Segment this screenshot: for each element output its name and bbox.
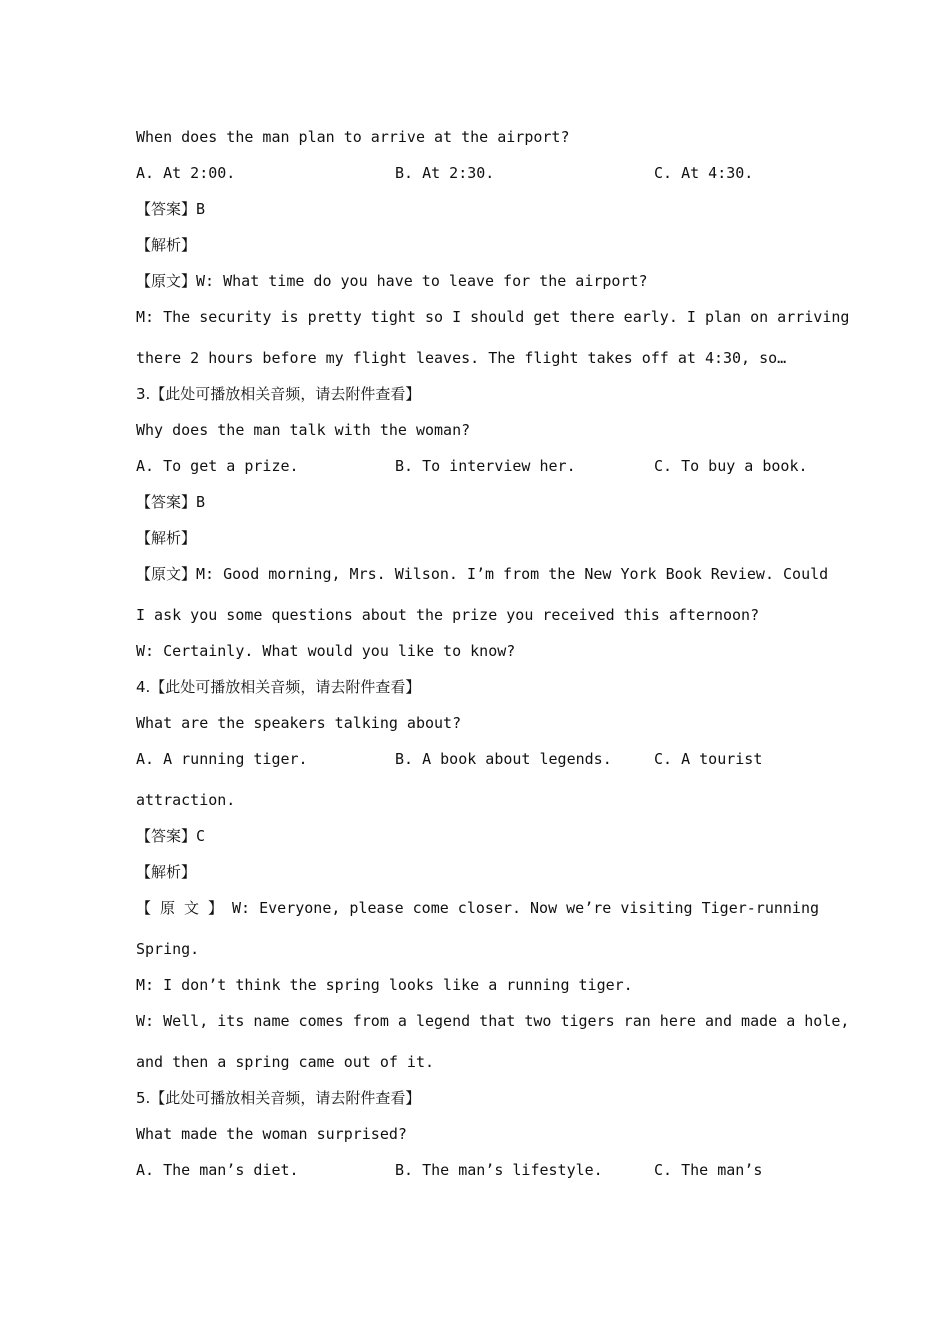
q5-question: What made the woman surprised? [136,1125,407,1143]
answer-value: B [196,493,206,511]
q4-option-a: A. A running tiger. [136,750,308,768]
q3-answer-line [136,493,205,511]
q2-transcript-line [136,272,648,290]
q3-option-a: A. To get a prize. [136,457,299,475]
transcript-text: W: Everyone, please come closer. Now we’re visiting Tiger-running [232,899,820,917]
q5-heading: 5.【此处可播放相关音频，请去附件查看】 [136,1089,421,1107]
q3-option-c: C. To buy a book. [654,457,808,475]
q3-analysis-label: 【解析】 [136,529,197,547]
q2-transcript-line: there 2 hours before my flight leaves. The flight takes off at 4:30, so… [136,349,787,367]
transcript-text: M: Good morning, Mrs. Wilson. I’m from the New York Book Review. Could [196,565,829,583]
q4-transcript-line: Spring. [136,940,200,958]
source-label: 【原文】 [136,565,197,583]
q4-heading: 4.【此处可播放相关音频，请去附件查看】 [136,678,421,696]
answer-label: 【答案】 [136,493,197,511]
q2-transcript-line: M: The security is pretty tight so I should get there early. I plan on arriving [136,308,850,326]
answer-label: 【答案】 [136,200,197,218]
q2-option-b: B. At 2:30. [395,164,495,182]
q3-transcript-line [136,565,828,583]
q4-question: What are the speakers talking about? [136,714,462,732]
q4-transcript-line [136,899,819,917]
q3-transcript-line: I ask you some questions about the prize you received this afternoon? [136,606,760,624]
q3-option-b: B. To interview her. [395,457,576,475]
q4-transcript-line: and then a spring came out of it. [136,1053,435,1071]
source-label: 【原文】 [136,899,233,917]
q5-option-c: C. The man’s [654,1161,763,1179]
q3-heading: 3.【此处可播放相关音频，请去附件查看】 [136,385,421,403]
q2-analysis-label: 【解析】 [136,236,197,254]
answer-label: 【答案】 [136,827,197,845]
q5-option-b: B. The man’s lifestyle. [395,1161,603,1179]
q5-option-a: A. The man’s diet. [136,1161,299,1179]
transcript-text: W: What time do you have to leave for the airport? [196,272,648,290]
source-label: 【原文】 [136,272,197,290]
q2-answer-line [136,200,205,218]
q4-transcript-line: W: Well, its name comes from a legend that two tigers ran here and made a hole, [136,1012,850,1030]
answer-value: B [196,200,206,218]
q4-answer-line [136,827,205,845]
q4-transcript-line: M: I don’t think the spring looks like a running tiger. [136,976,633,994]
q4-option-b: B. A book about legends. [395,750,612,768]
q2-option-c: C. At 4:30. [654,164,754,182]
q3-transcript-line: W: Certainly. What would you like to know? [136,642,516,660]
q4-analysis-label: 【解析】 [136,863,197,881]
q4-option-c-continued: attraction. [136,791,236,809]
q2-question: When does the man plan to arrive at the airport? [136,128,570,146]
q2-option-a: A. At 2:00. [136,164,236,182]
answer-value: C [196,827,206,845]
q4-option-c: C. A tourist [654,750,763,768]
q3-question: Why does the man talk with the woman? [136,421,471,439]
